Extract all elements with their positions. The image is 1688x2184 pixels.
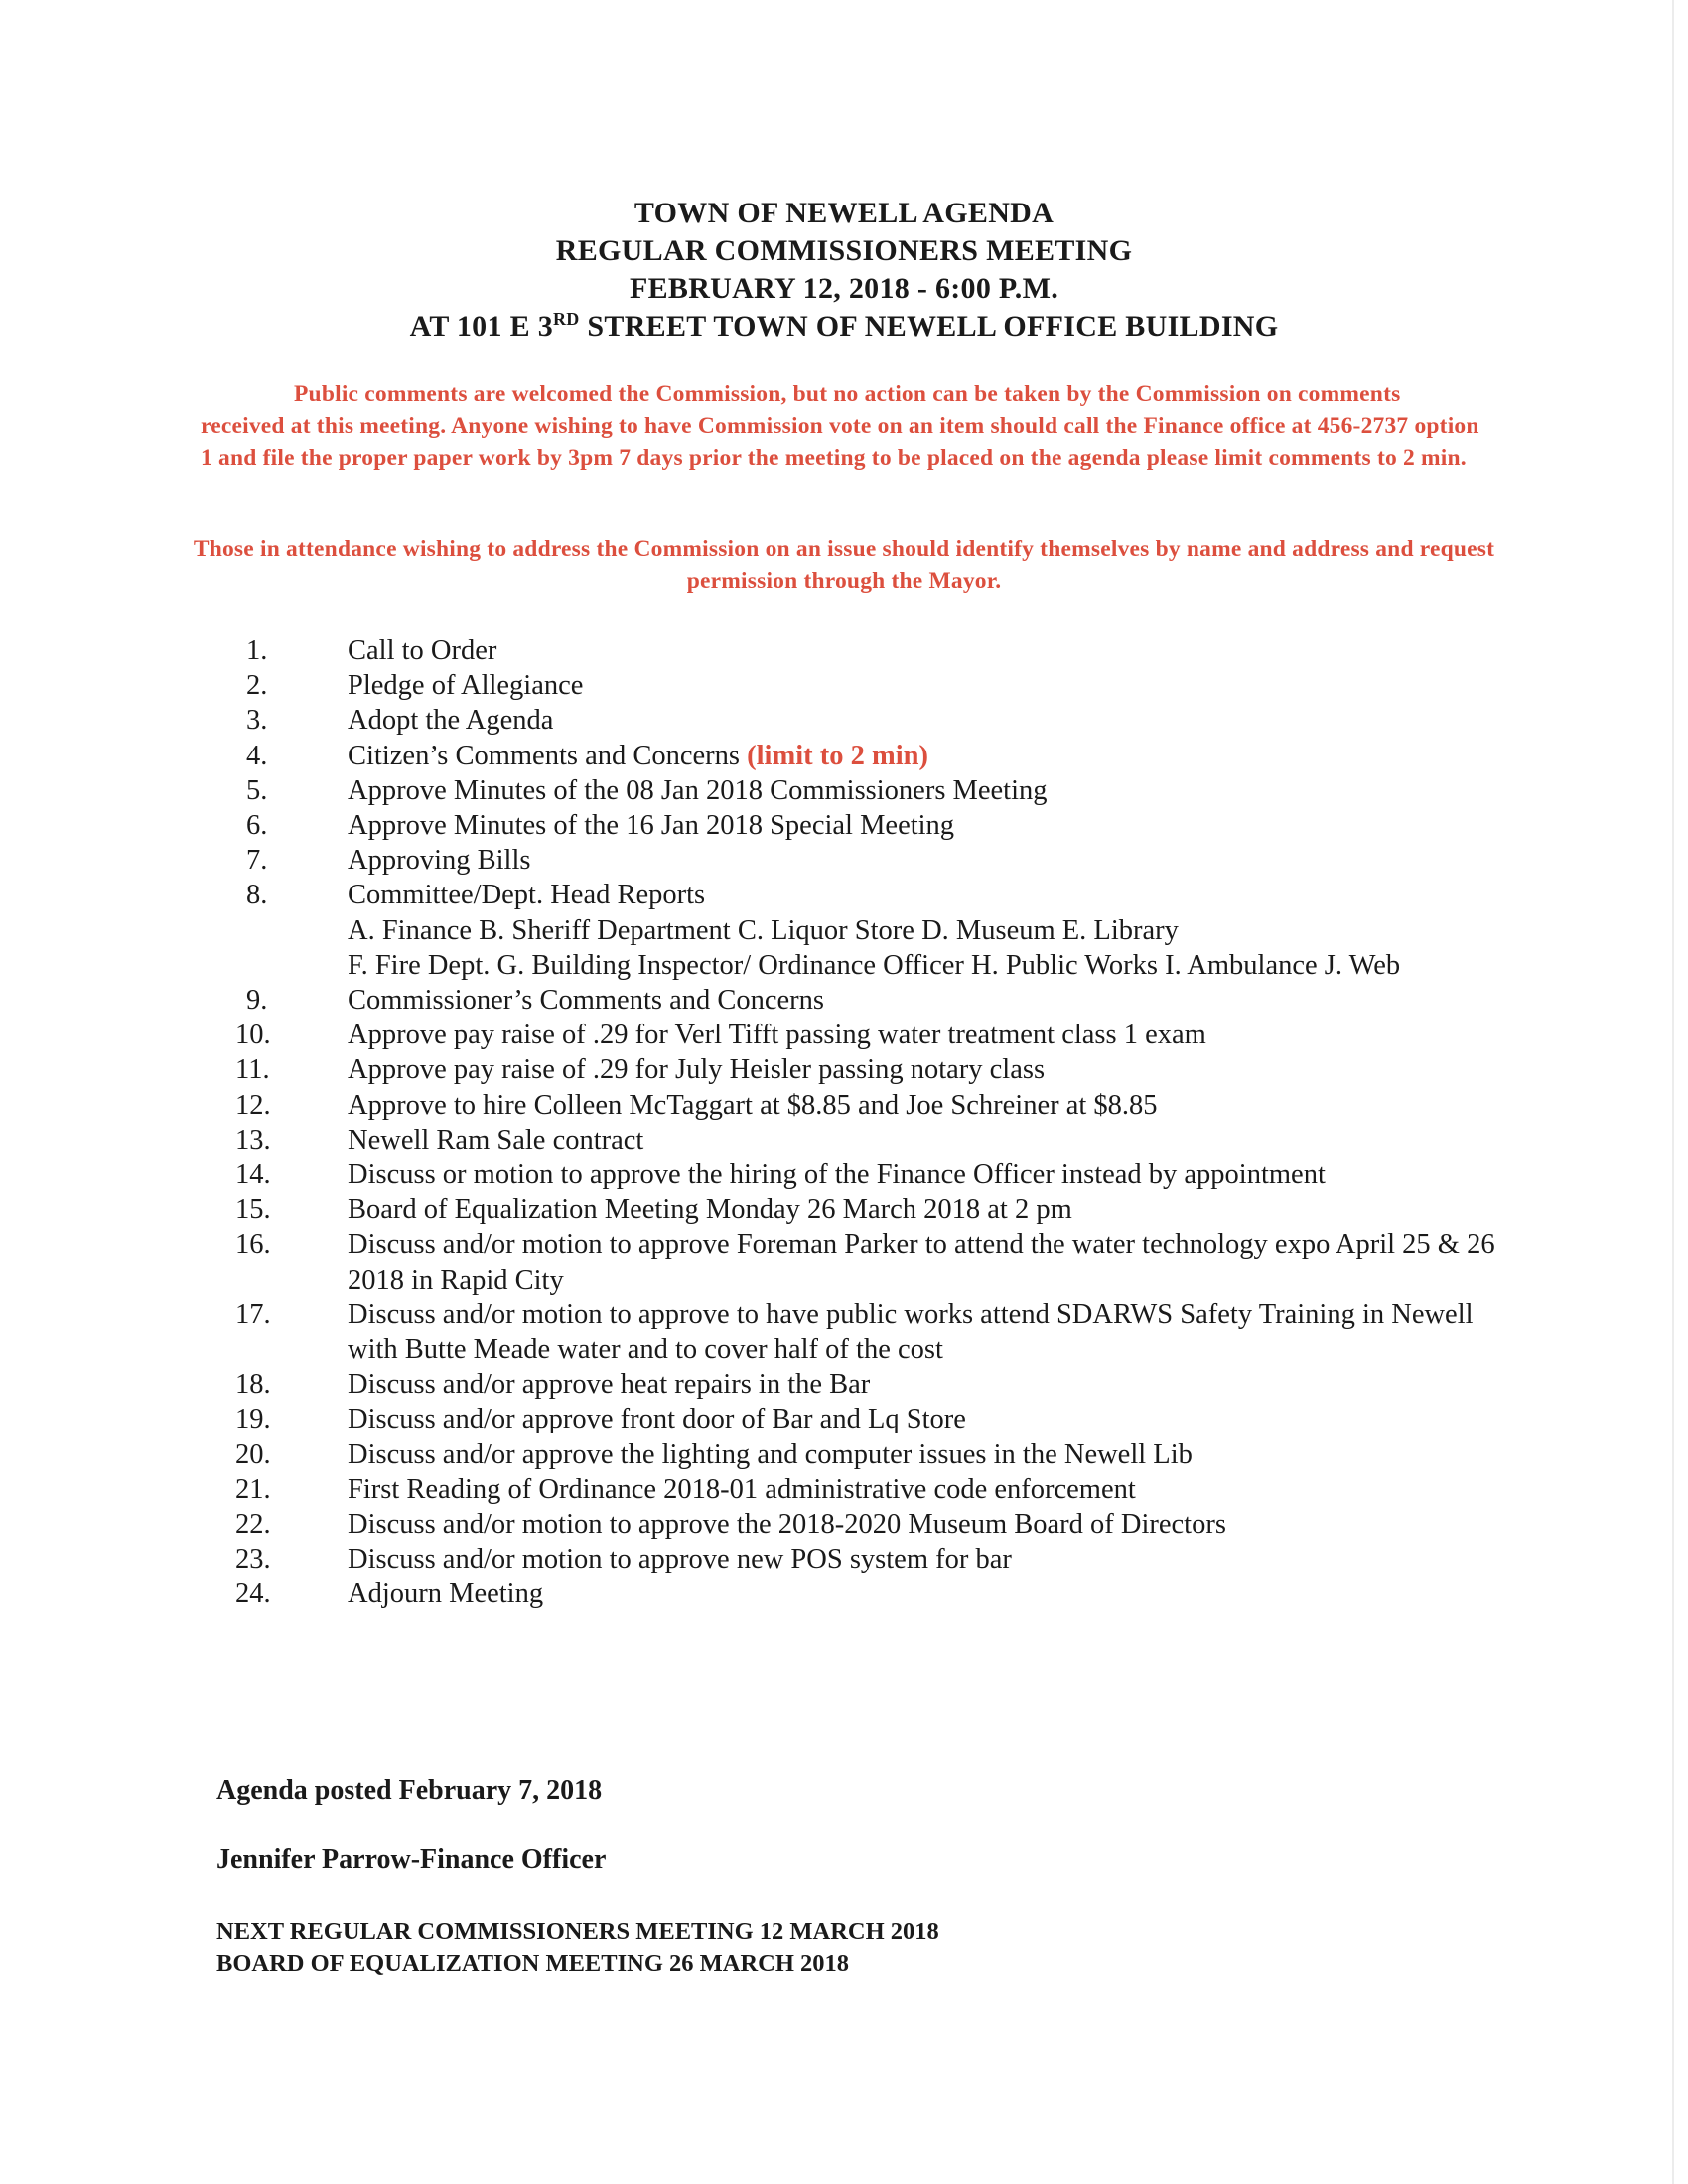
agenda-item — [228, 1576, 1519, 1611]
agenda-item-number: 18. — [235, 1369, 271, 1401]
header-location-post: STREET TOWN OF NEWELL OFFICE BUILDING — [579, 310, 1279, 342]
agenda-item — [228, 983, 1519, 1018]
report-list-line-1: A. Finance B. Sheriff Department C. Liquor Store D. Museum E. Library — [348, 914, 1179, 946]
agenda-item — [228, 843, 1519, 878]
agenda-item-text: Pledge of Allegiance — [348, 670, 584, 702]
agenda-item-text: Approve pay raise of .29 for Verl Tifft passing water treatment class 1 exam — [348, 1020, 1206, 1051]
agenda-item-number: 22. — [235, 1509, 271, 1541]
agenda-item — [228, 1088, 1519, 1123]
agenda-item — [228, 1018, 1519, 1052]
agenda-item-text: Approve to hire Colleen McTaggart at $8.85 and Joe Schreiner at $8.85 — [348, 1089, 1158, 1121]
agenda-item-text: Discuss and/or motion to approve to have public works attend SDARWS Safety Training in Newell with Butte Meade water and to cover half of the cost — [348, 1298, 1474, 1366]
agenda-item-number: 12. — [235, 1089, 271, 1121]
time-limit-note: (limit to 2 min) — [747, 740, 928, 771]
agenda-item — [228, 773, 1519, 808]
agenda-item-text: Discuss and/or motion to approve Foreman Parker to attend the water technology expo April 25 & 26 2018 in Rapid City — [348, 1229, 1495, 1296]
agenda-item-content — [348, 739, 1519, 773]
next-regular-meeting: NEXT REGULAR COMMISSIONERS MEETING 12 MARCH 2018 — [216, 1918, 939, 1945]
agenda-item-text: Newell Ram Sale contract — [348, 1124, 644, 1156]
agenda-item — [228, 1227, 1519, 1297]
agenda-item-text: Citizen’s Comments and Concerns — [348, 740, 748, 771]
agenda-item-number: 1. — [246, 635, 268, 666]
agenda-item-number: 10. — [235, 1020, 271, 1051]
agenda-item — [228, 1507, 1519, 1542]
agenda-item-text: Committee/Dept. Head Reports — [348, 880, 706, 911]
agenda-item-text: Discuss and/or approve the lighting and computer issues in the Newell Lib — [348, 1438, 1193, 1470]
next-equalization-meeting: BOARD OF EQUALIZATION MEETING 26 MARCH 2018 — [216, 1950, 850, 1977]
agenda-item-text: Adjourn Meeting — [348, 1578, 544, 1610]
header-location-pre: AT 101 E 3 — [409, 310, 553, 342]
agenda-item-number: 7. — [246, 845, 268, 877]
agenda-list — [228, 633, 1519, 1612]
upcoming-meetings — [216, 1916, 939, 1979]
header-location-sup: RD — [553, 309, 580, 329]
agenda-item — [228, 878, 1519, 983]
agenda-item — [228, 739, 1519, 773]
finance-officer-signature: Jennifer Parrow-Finance Officer — [216, 1844, 607, 1875]
agenda-item-text: First Reading of Ordinance 2018-01 administrative code enforcement — [348, 1473, 1136, 1505]
agenda-item-text: Discuss and/or motion to approve the 2018-2020 Museum Board of Directors — [348, 1509, 1226, 1541]
agenda-item-number: 5. — [246, 774, 268, 806]
agenda-item-number: 9. — [246, 985, 268, 1017]
agenda-item-text: Call to Order — [348, 635, 497, 666]
agenda-item-number: 6. — [246, 810, 268, 842]
agenda-item-number: 14. — [235, 1160, 271, 1191]
header-date-time: FEBRUARY 12, 2018 - 6:00 P.M. — [629, 272, 1059, 305]
agenda-item — [228, 1367, 1519, 1402]
attendance-notice: Those in attendance wishing to address the Commission on an issue should identify themselves by name and address and request permission through the Mayor. — [193, 536, 1495, 594]
agenda-item-number: 13. — [235, 1124, 271, 1156]
header-location — [0, 308, 1688, 348]
agenda-header — [0, 195, 1688, 348]
agenda-item-text: Approve Minutes of the 16 Jan 2018 Special Meeting — [348, 810, 955, 842]
agenda-item — [228, 668, 1519, 703]
agenda-item-text: Approve pay raise of .29 for July Heisler passing notary class — [348, 1054, 1046, 1086]
agenda-item-text: Adopt the Agenda — [348, 705, 554, 737]
agenda-item — [228, 633, 1519, 668]
agenda-item-number: 4. — [246, 740, 268, 771]
agenda-item-number: 3. — [246, 705, 268, 737]
agenda-item — [228, 1437, 1519, 1472]
agenda-item — [228, 1123, 1519, 1158]
agenda-item-number: 24. — [235, 1578, 271, 1610]
agenda-item-text: Discuss or motion to approve the hiring of the Finance Officer instead by appointment — [348, 1160, 1326, 1191]
agenda-item — [228, 1472, 1519, 1507]
agenda-item — [228, 1297, 1519, 1367]
agenda-item — [228, 1052, 1519, 1087]
agenda-item-text: Board of Equalization Meeting Monday 26 March 2018 at 2 pm — [348, 1194, 1072, 1226]
agenda-item — [228, 703, 1519, 738]
public-comments-notice: Public comments are welcomed the Commission, but no action can be taken by the Commission on comments received at this meeting. Anyone wishing to have Commission vote on an item should call the Finance office at 456-2737 option 1 and file the proper paper work by 3pm 7 days prior the meeting to be placed on the agenda please limit comments to 2 min. — [201, 381, 1479, 471]
agenda-item-number: 23. — [235, 1544, 271, 1575]
agenda-item — [228, 1402, 1519, 1436]
agenda-posted-date: Agenda posted February 7, 2018 — [216, 1775, 603, 1806]
agenda-item-content — [348, 878, 1519, 983]
report-list-line-2: F. Fire Dept. G. Building Inspector/ Ordinance Officer H. Public Works I. Ambulance J. Web — [348, 949, 1401, 981]
agenda-item — [228, 1192, 1519, 1227]
agenda-item-text: Discuss and/or approve front door of Bar and Lq Store — [348, 1404, 966, 1435]
agenda-item-text: Commissioner’s Comments and Concerns — [348, 985, 824, 1017]
agenda-item — [228, 1158, 1519, 1192]
agenda-item-number: 17. — [235, 1298, 271, 1330]
agenda-item-number: 21. — [235, 1473, 271, 1505]
agenda-item-number: 11. — [235, 1054, 270, 1086]
agenda-item-number: 8. — [246, 880, 268, 911]
agenda-item-number: 15. — [235, 1194, 271, 1226]
agenda-item — [228, 1542, 1519, 1576]
agenda-item — [228, 808, 1519, 843]
header-town-title: TOWN OF NEWELL AGENDA — [633, 197, 1055, 229]
agenda-item-text: Discuss and/or motion to approve new POS system for bar — [348, 1544, 1012, 1575]
agenda-item-number: 16. — [235, 1229, 271, 1261]
agenda-item-text: Approving Bills — [348, 845, 531, 877]
agenda-item-number: 19. — [235, 1404, 271, 1435]
header-meeting-type: REGULAR COMMISSIONERS MEETING — [555, 234, 1133, 267]
agenda-item-number: 2. — [246, 670, 268, 702]
agenda-item-text: Approve Minutes of the 08 Jan 2018 Commissioners Meeting — [348, 774, 1048, 806]
agenda-item-number: 20. — [235, 1438, 271, 1470]
agenda-item-text: Discuss and/or approve heat repairs in the Bar — [348, 1369, 871, 1401]
